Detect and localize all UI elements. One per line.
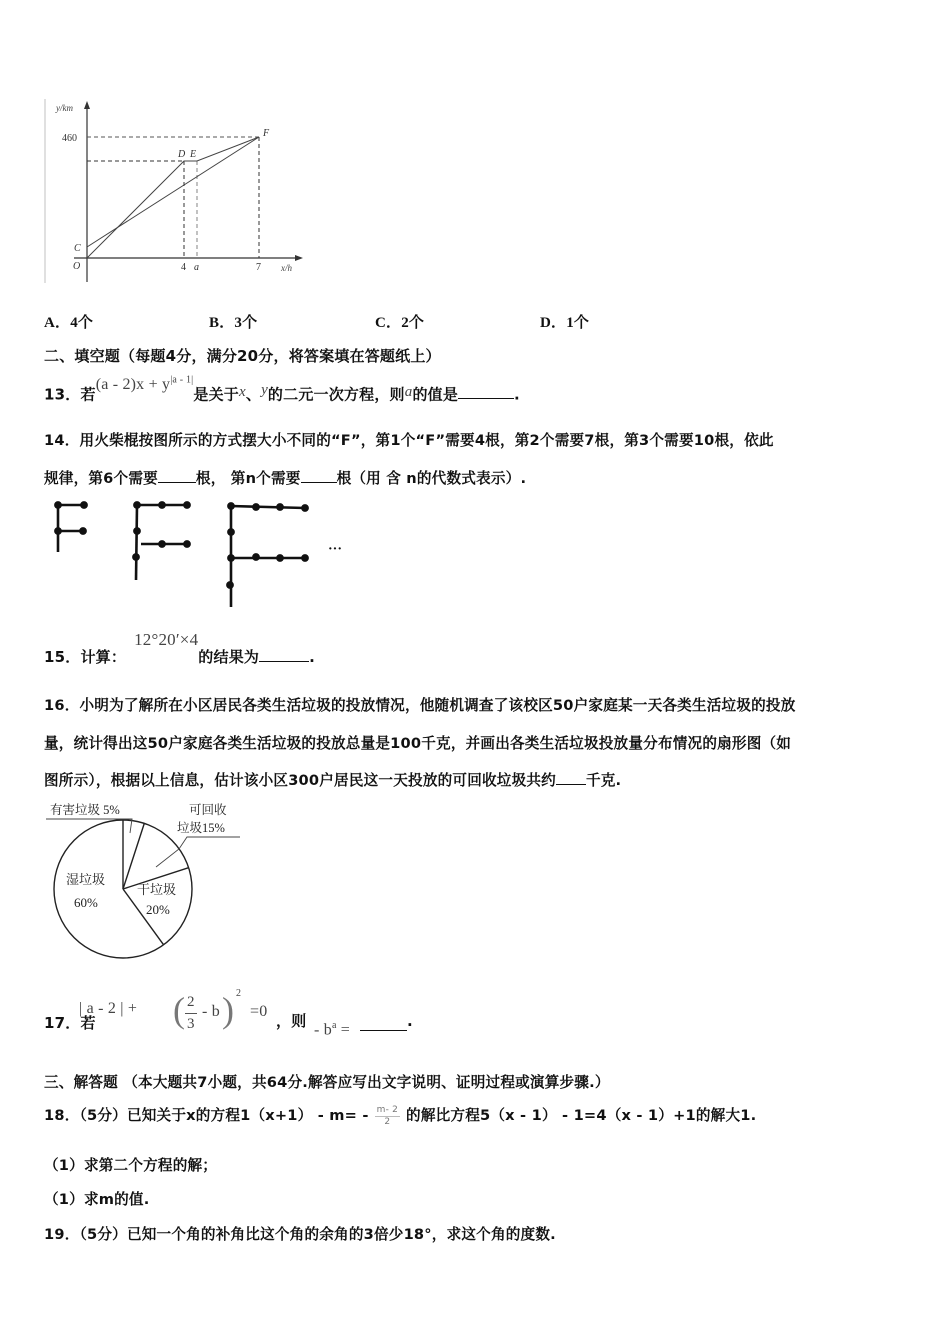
q13-var-y: y (261, 382, 268, 399)
point-e-label: E (190, 149, 197, 160)
q18-fraction: $\frac{m- 2}{2}$ (376, 1104, 399, 1127)
series-o-d-e-f (87, 137, 259, 258)
q17-equals-zero: =0 (250, 1003, 268, 1020)
q13-var-x: x (239, 384, 246, 401)
option-c-text: 2个 (401, 315, 425, 331)
point-c-label: C (74, 243, 81, 254)
option-d-letter: D． (540, 315, 567, 331)
option-b (209, 311, 257, 332)
q17-number: 17．若 (44, 1014, 96, 1032)
q14-matchstick-figure (40, 490, 360, 615)
q17-power: 2 (236, 988, 242, 999)
q17-end: . (407, 1012, 413, 1030)
q16-answer-blank (556, 770, 586, 785)
question-16-line-3: 图所示），根据以上信息，估计该小区300户居民这一天投放的可回收垃圾共约 千克. (44, 772, 622, 789)
matchstick-f-1 (55, 502, 86, 552)
q15-number: 15．计算： (44, 648, 127, 666)
x-axis-label: x/h (281, 263, 292, 273)
q15-expression: 12°20′×4 (134, 630, 199, 649)
x-tick-4: 4 (181, 262, 186, 273)
q17-mid: ，则 (276, 1012, 307, 1030)
question-18-part-2: （1）求m的值. (44, 1191, 150, 1208)
q17-abs-expr: | a - 2 | + (79, 1000, 138, 1017)
q16-pie-chart (44, 797, 254, 962)
x-tick-7: 7 (256, 262, 261, 273)
matchstick-f-svg (40, 490, 360, 615)
q13-var-a: a (404, 384, 413, 401)
option-d-text: 1个 (566, 315, 590, 331)
slice-label-dry-1: 干垃圾 (137, 882, 177, 897)
q17-result-expr: - $b^a$ = (314, 1020, 351, 1039)
figure-ellipsis: ··· (328, 542, 343, 557)
q17-frac-num: 2 (187, 994, 195, 1010)
q17-frac-bar (185, 1013, 197, 1014)
slice-label-wet-2: 60% (74, 895, 98, 910)
matchstick-f-2 (133, 502, 189, 580)
x-tick-a: a (194, 262, 199, 273)
q13-number: 13．若 (44, 385, 96, 404)
y-axis-label: y/km (56, 103, 73, 113)
option-b-letter: B． (209, 315, 235, 331)
q14-blank-nth (301, 468, 337, 483)
slice-label-recyclable-1: 可回收 (189, 803, 227, 817)
option-d (540, 311, 589, 332)
option-c (375, 311, 424, 332)
q17-left-paren: ( (173, 990, 186, 1030)
point-d-label: D (178, 149, 186, 160)
question-13: 13．若$(a - 2)x + y^{|a - 1|}$是关于x、y的二元一次方程，则a的值是 . (44, 375, 520, 404)
option-b-text: 3个 (234, 315, 258, 331)
option-a (44, 311, 93, 332)
option-a-text: 4个 (70, 315, 94, 331)
question-14-line-2: 规律，第6个需要 根， 第n个需要 根（用 含 n的代数式表示）. (44, 470, 527, 487)
q17-paren-tail: - b (202, 1003, 220, 1020)
option-a-letter: A． (44, 315, 71, 331)
point-f-label: F (263, 128, 270, 139)
slice-label-wet-1: 湿垃圾 (66, 872, 106, 887)
question-18-part-1: （1）求第二个方程的解； (44, 1157, 218, 1174)
option-c-letter: C． (375, 315, 402, 331)
slice-label-hazardous: 有害垃圾 5% (50, 803, 120, 817)
section-3-heading: 三、解答题 （本大题共7小题，共64分.解答应写出文字说明、证明过程或演算步骤.） (44, 1074, 610, 1091)
y-tick-460: 460 (62, 133, 77, 144)
question-14-line-1: 14．用火柴棍按图所示的方式摆大小不同的“F”，第1个“F”需要4根，第2个需要7根，第3个需要10根，依此 (44, 432, 774, 449)
question-19: 19．（5分）已知一个角的补角比这个角的余角的3倍少18°，求这个角的度数. (44, 1226, 556, 1243)
pie-chart-svg (44, 797, 254, 962)
matchstick-f-3 (227, 503, 307, 607)
slice-label-recyclable-2: 垃圾15% (177, 821, 225, 835)
series-c-f (87, 137, 259, 247)
q17-frac-den: 3 (187, 1016, 195, 1032)
q14-blank-6th (158, 468, 196, 483)
section-2-heading: 二、填空题（每题4分，满分20分，将答案填在答题纸上） (44, 347, 441, 365)
q13-expression: $(a - 2)x + y^{|a - 1|}$ (95, 375, 194, 394)
question-18: 18．（5分）已知关于x的方程1（x+1） - m= - $\frac{m- 2}{2}$ 的解比方程5（x - 1） - 1=4（x - 1）+1的解大1. (44, 1104, 757, 1127)
q15-answer-blank (259, 647, 309, 662)
origin-label: O (73, 261, 81, 272)
y-axis-arrow-icon (84, 101, 90, 109)
slice-label-dry-2: 20% (146, 902, 170, 917)
question-15: 15．计算：12°20′×4的结果为 . (44, 630, 316, 666)
q17-answer-blank (360, 1020, 407, 1031)
x-axis-arrow-icon (295, 255, 303, 261)
q17-right-paren: ) (222, 990, 235, 1030)
q12-distance-time-chart (44, 97, 304, 287)
q13-answer-blank (458, 384, 514, 399)
question-16-line-1: 16．小明为了解所在小区居民各类生活垃圾的投放情况，他随机调查了该校区50户家庭某一天各类生活垃圾的投放 (44, 697, 796, 714)
question-16-line-2: 量，统计得出这50户家庭各类生活垃圾的投放总量是100千克，并画出各类生活垃圾投放量分布情况的扇形图（如 (44, 735, 792, 752)
q12-chart-svg (44, 97, 304, 287)
